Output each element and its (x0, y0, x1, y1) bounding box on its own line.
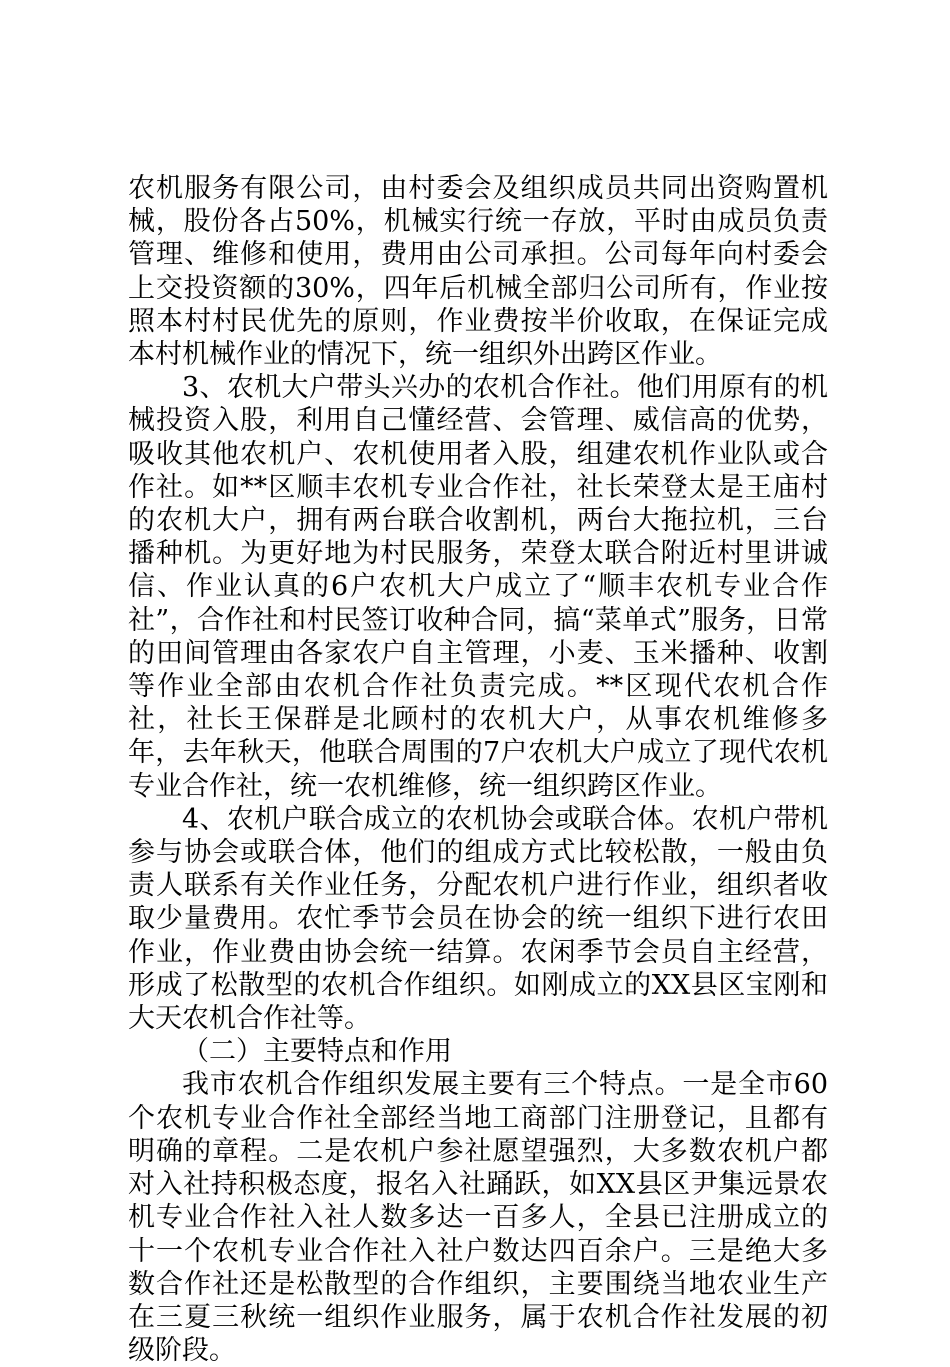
paragraph-item-4: 4、农机户联合成立的农机协会或联合体。农机户带机参与协会或联合体，他们的组成方式比较松散，一般由负责人联系有关作业任务，分配农机户进行作业，组织者收取少量费用。农忙季节会员在协会的统一组织下进行农田作业，作业费由协会统一结算。农闲季节会员自主经营，形成了松散型的农机合作组织。如刚成立的XX县区宝刚和大天农机合作社等。 (128, 803, 828, 1035)
paragraph-item-3: 3、农机大户带头兴办的农机合作社。他们用原有的机械投资入股，利用自己懂经营、会管理、威信高的优势，吸收其他农机户、农机使用者入股，组建农机作业队或合作社。如**区顺丰农机专业合作社，社长荣登太是王庙村的农机大户，拥有两台联合收割机，两台大拖拉机，三台播种机。为更好地为村民服务，荣登太联合附近村里讲诚信、作业认真的6户农机大户成立了“顺丰农机专业合作社”，合作社和村民签订收种合同，搞“菜单式”服务，日常的田间管理由各家农户自主管理，小麦、玉米播种、收割等作业全部由农机合作社负责完成。**区现代农机合作社，社长王保群是北顾村的农机大户，从事农机维修多年，去年秋天，他联合周围的7户农机大户成立了现代农机专业合作社，统一农机维修，统一组织跨区作业。 (128, 372, 828, 802)
document-page (128, 172, 828, 1367)
section-heading: （二）主要特点和作用 (182, 1036, 452, 1068)
paragraph-features: 我市农机合作组织发展主要有三个特点。一是全市60个农机专业合作社全部经当地工商部门注册登记，且都有明确的章程。二是农机户参社愿望强烈，大多数农机户都对入社持积极态度，报名入社踊跃，如XX县区尹集远景农机专业合作社入社人数多达一百多人，全县已注册成立的十一个农机专业合作社入社户数达四百余户。三是绝大多数合作社还是松散型的合作组织，主要围绕当地农业生产在三夏三秋统一组织作业服务，属于农机合作社发展的初级阶段。 (128, 1069, 828, 1367)
paragraph-continuation: 农机服务有限公司，由村委会及组织成员共同出资购置机械，股份各占50%，机械实行统一存放，平时由成员负责管理、维修和使用，费用由公司承担。公司每年向村委会上交投资额的30%，四年后机械全部归公司所有，作业按照本村村民优先的原则，作业费按半价收取，在保证完成本村机械作业的情况下，统一组织外出跨区作业。 (128, 173, 828, 371)
